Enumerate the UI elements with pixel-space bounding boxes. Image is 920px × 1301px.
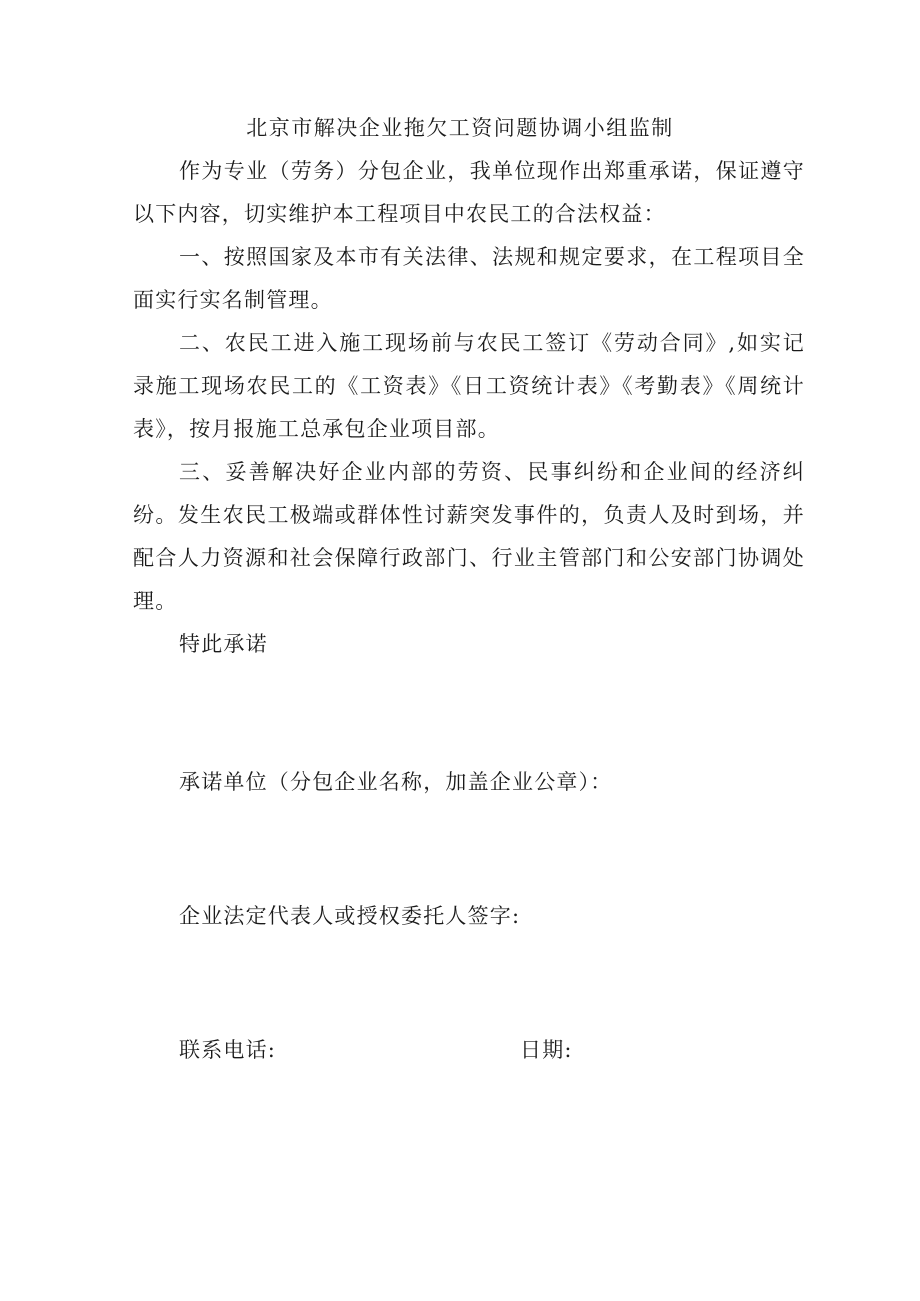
clause-3: 三、妥善解决好企业内部的劳资、民事纠纷和企业间的经济纠纷。发生农民工极端或群体性讨薪突发事件的，负责人及时到场，并配合人力资源和社会保障行政部门、行业主管部门和公安部门协调处理。	[133, 460, 805, 613]
date-label: 日期:	[520, 1038, 573, 1062]
clause-2: 二、农民工进入施工现场前与农民工签订《劳动合同》,如实记录施工现场农民工的《工资表》《日工资统计表》《考勤表》《周统计表》，按月报施工总承包企业项目部。	[133, 331, 805, 441]
contact-phone-label: 联系电话:	[179, 1038, 277, 1062]
intro-paragraph: 作为专业（劳务）分包企业，我单位现作出郑重承诺，保证遵守以下内容，切实维护本工程项目中农民工的合法权益：	[133, 159, 805, 226]
representative-signature-label: 企业法定代表人或授权委托人签字:	[179, 904, 521, 928]
document-header: 北京市解决企业拖欠工资问题协调小组监制	[246, 116, 674, 140]
clause-1: 一、按照国家及本市有关法律、法规和规定要求，在工程项目全面实行实名制管理。	[133, 245, 805, 312]
committing-unit-label: 承诺单位（分包企业名称，加盖企业公章）：	[179, 770, 613, 794]
closing-statement: 特此承诺	[179, 632, 268, 656]
